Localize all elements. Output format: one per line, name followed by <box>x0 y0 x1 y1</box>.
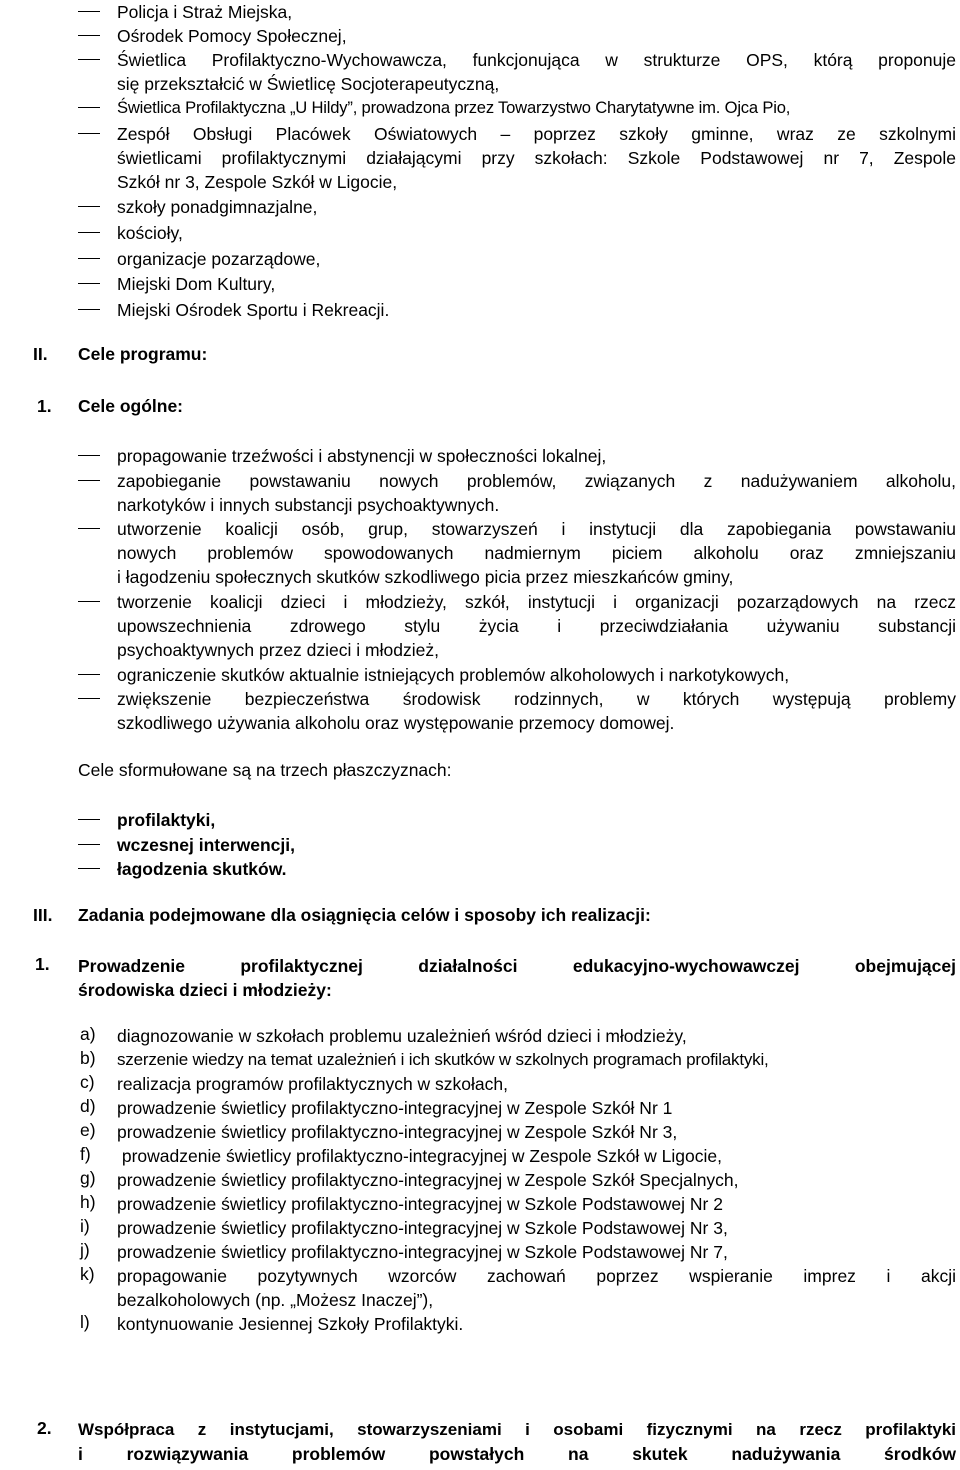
dash-bullet-icon <box>78 133 100 134</box>
subsection-title: Cele ogólne: <box>78 396 184 416</box>
list-item-label: d) <box>80 1096 96 1116</box>
dash-bullet-icon <box>78 528 100 529</box>
dash-bullet-icon <box>78 206 100 207</box>
list-item-text <box>117 48 956 96</box>
dash-bullet-icon <box>78 868 100 869</box>
list-item-text: organizacje pozarządowe, <box>117 249 321 269</box>
list-item-text: szerzenie wiedzy na temat uzależnień i ich skutków w szkolnych programach profilaktyki, <box>117 1050 769 1069</box>
list-item-text: profilaktyki, <box>117 810 216 830</box>
dash-bullet-icon <box>78 232 100 233</box>
list-item-text <box>117 517 956 589</box>
task-title-line: Współpraca z instytucjami, stowarzyszeniami i osobami fizycznymi na rzecz profilaktyki <box>78 1420 956 1439</box>
list-item-label: c) <box>80 1072 95 1092</box>
section-title: Zadania podejmowane dla osiągnięcia celów i sposoby ich realizacji: <box>78 905 651 925</box>
list-item-text: prowadzenie świetlicy profilaktyczno-integracyjnej w Zespole Szkół Nr 1 <box>117 1098 673 1118</box>
list-item-line: Zespół Obsługi Placówek Oświatowych – poprzez szkoły gminne, wraz ze szkolnymi <box>117 124 956 144</box>
paragraph-text: Cele sformułowane są na trzech płaszczyznach: <box>78 760 452 780</box>
list-item-label: a) <box>80 1024 96 1044</box>
list-item-line: i łagodzeniu społecznych skutków szkodliwego picia przez mieszkańców gminy, <box>117 567 734 587</box>
task-number: 1. <box>35 954 50 974</box>
dash-bullet-icon <box>78 59 100 60</box>
list-item-line: propagowanie pozytywnych wzorców zachowań poprzez wspieranie imprez i akcji <box>117 1266 956 1286</box>
dash-bullet-icon <box>78 819 100 820</box>
list-item-text: realizacja programów profilaktycznych w szkołach, <box>117 1074 508 1094</box>
list-item-label: e) <box>80 1120 96 1140</box>
list-item-text: propagowanie trzeźwości i abstynencji w społeczności lokalnej, <box>117 446 607 466</box>
list-item-label: b) <box>80 1048 96 1068</box>
task-title-line: i rozwiązywania problemów powstałych na skutek nadużywania środków <box>78 1444 956 1464</box>
list-item-text: Policja i Straż Miejska, <box>117 2 293 22</box>
list-item-line: Szkół nr 3, Zespole Szkół w Ligocie, <box>117 172 398 192</box>
dash-bullet-icon <box>78 480 100 481</box>
list-item-line: nowych problemów spowodowanych nadmiernym piciem alkoholu oraz zmniejszaniu <box>117 543 956 563</box>
list-item-text <box>117 590 956 662</box>
list-item-label: k) <box>80 1264 95 1284</box>
list-item-text: Miejski Ośrodek Sportu i Rekreacji. <box>117 300 390 320</box>
list-item-text: ograniczenie skutków aktualnie istniejących problemów alkoholowych i narkotykowych, <box>117 665 790 685</box>
list-item-text: Świetlica Profilaktyczna „U Hildy”, prowadzona przez Towarzystwo Charytatywne im. Ojca Pio, <box>117 98 791 117</box>
list-item-text <box>117 1264 956 1312</box>
dash-bullet-icon <box>78 601 100 602</box>
task-number: 2. <box>37 1418 52 1438</box>
section-number: III. <box>33 905 53 925</box>
list-item-text: Ośrodek Pomocy Społecznej, <box>117 26 347 46</box>
section-title: Cele programu: <box>78 344 208 364</box>
task-title-line: Prowadzenie profilaktycznej działalności edukacyjno-wychowawczej obejmującej <box>78 956 956 976</box>
dash-bullet-icon <box>78 698 100 699</box>
list-item-text: szkoły ponadgimnazjalne, <box>117 197 318 217</box>
list-item-line: zapobieganie powstawaniu nowych problemów, związanych z nadużywaniem alkoholu, <box>117 471 956 491</box>
list-item-text <box>117 469 956 517</box>
list-item-line: upowszechnienia zdrowego stylu życia i przeciwdziałania używaniu substancji <box>117 616 956 636</box>
list-item-line: się przekształcić w Świetlicę Socjoterapeutyczną, <box>117 74 500 94</box>
list-item-line: utworzenie koalicji osób, grup, stowarzyszeń i instytucji dla zapobiegania powstawaniu <box>117 519 956 539</box>
list-item-line: bezalkoholowych (np. „Możesz Inaczej”), <box>117 1290 434 1310</box>
list-item-line: świetlicami profilaktycznymi działającymi przy szkołach: Szkole Podstawowej nr 7, Zespole <box>117 148 956 168</box>
list-item-label: g) <box>80 1168 96 1188</box>
list-item-text: prowadzenie świetlicy profilaktyczno-integracyjnej w Zespole Szkół Specjalnych, <box>117 1170 739 1190</box>
list-item-text: łagodzenia skutków. <box>117 859 287 879</box>
list-item-label: h) <box>80 1192 96 1212</box>
task-title <box>78 1418 956 1466</box>
dash-bullet-icon <box>78 844 100 845</box>
list-item-line: tworzenie koalicji dzieci i młodzieży, szkół, instytucji i organizacji pozarządowych na rzecz <box>117 592 956 612</box>
dash-bullet-icon <box>78 35 100 36</box>
list-item-label: j) <box>80 1240 90 1260</box>
list-item-text: prowadzenie świetlicy profilaktyczno-integracyjnej w Szkole Podstawowej Nr 7, <box>117 1242 728 1262</box>
list-item-text: kościoły, <box>117 223 183 243</box>
list-item-text: prowadzenie świetlicy profilaktyczno-integracyjnej w Szkole Podstawowej Nr 3, <box>117 1218 728 1238</box>
dash-bullet-icon <box>78 107 100 108</box>
list-item-text: kontynuowanie Jesiennej Szkoły Profilaktyki. <box>117 1314 464 1334</box>
list-item-line: szkodliwego używania alkoholu oraz występowanie przemocy domowej. <box>117 713 675 733</box>
list-item-text: prowadzenie świetlicy profilaktyczno-integracyjnej w Zespole Szkół Nr 3, <box>117 1122 678 1142</box>
list-item-text: wczesnej interwencji, <box>117 835 295 855</box>
list-item-text <box>117 122 956 194</box>
dash-bullet-icon <box>78 674 100 675</box>
dash-bullet-icon <box>78 455 100 456</box>
list-item-text: diagnozowanie w szkołach problemu uzależnień wśród dzieci i młodzieży, <box>117 1026 687 1046</box>
dash-bullet-icon <box>78 258 100 259</box>
subsection-number: 1. <box>37 396 52 416</box>
list-item-text: prowadzenie świetlicy profilaktyczno-integracyjnej w Zespole Szkół w Ligocie, <box>117 1146 722 1166</box>
list-item-text: prowadzenie świetlicy profilaktyczno-integracyjnej w Szkole Podstawowej Nr 2 <box>117 1194 723 1214</box>
list-item-label: f) <box>80 1144 91 1164</box>
list-item-text <box>117 687 956 735</box>
section-number: II. <box>33 344 48 364</box>
list-item-line: Świetlica Profilaktyczno-Wychowawcza, funkcjonująca w strukturze OPS, którą proponuje <box>117 50 956 70</box>
list-item-line: narkotyków i innych substancji psychoaktywnych. <box>117 495 500 515</box>
dash-bullet-icon <box>78 309 100 310</box>
list-item-line: psychoaktywnych przez dzieci i młodzież, <box>117 640 439 660</box>
list-item-label: i) <box>80 1216 90 1236</box>
list-item-text: Miejski Dom Kultury, <box>117 274 276 294</box>
task-title-line: środowiska dzieci i młodzieży: <box>78 980 332 1000</box>
dash-bullet-icon <box>78 283 100 284</box>
task-title <box>78 954 956 1002</box>
list-item-label: l) <box>80 1312 90 1332</box>
list-item-line: zwiększenie bezpieczeństwa środowisk rodzinnych, w których występują problemy <box>117 689 956 709</box>
dash-bullet-icon <box>78 11 100 12</box>
